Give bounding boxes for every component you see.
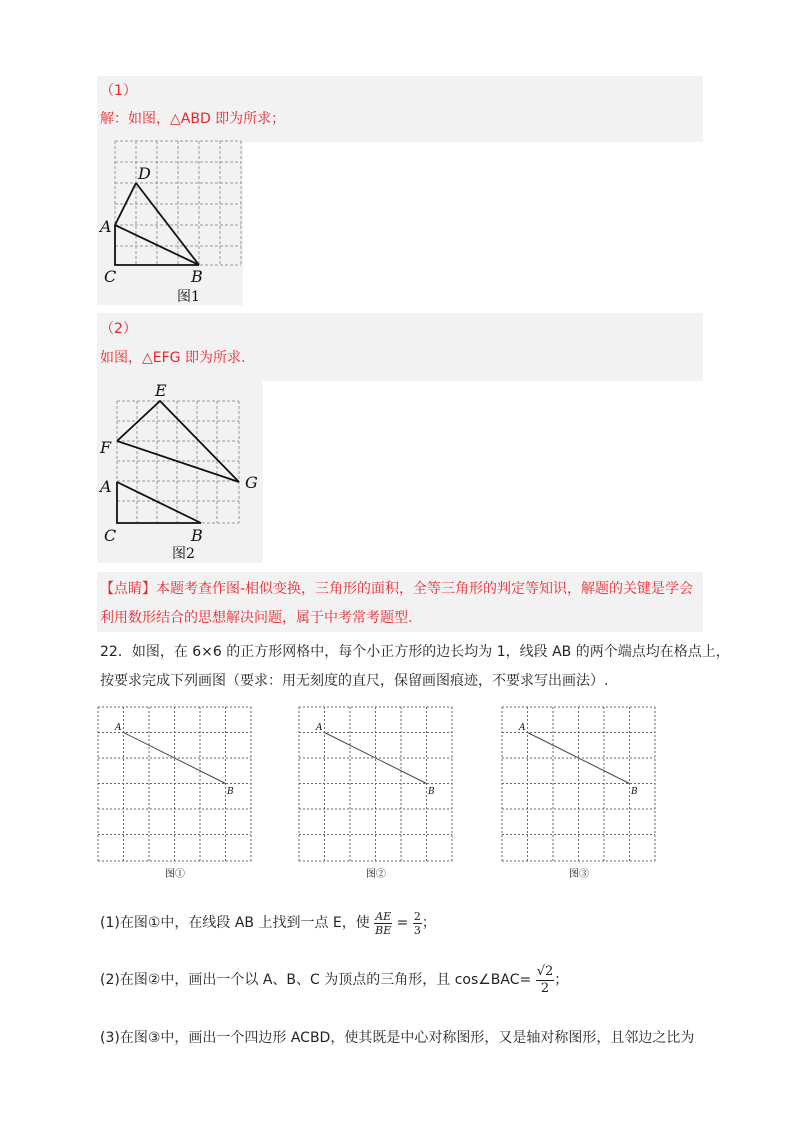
sub1-prefix: (1)在图①中，在线段 AB 上找到一点 E，使 [100, 915, 370, 931]
figure-2 [97, 381, 263, 563]
grid-figure-1 [97, 706, 253, 886]
grid1-caption: 图① [165, 869, 185, 880]
grid3-label-b: B [631, 787, 638, 797]
fig2-label-g: G [245, 473, 258, 492]
fig2-label-a: A [100, 477, 112, 496]
fig2-label-b: B [191, 526, 203, 545]
grid1-label-b: B [227, 787, 234, 797]
sub1-fraction-value: $\frac{2}{3}$ [413, 909, 421, 937]
fig1-label-d: D [138, 164, 151, 183]
part2-label: （2） [100, 321, 137, 337]
figure-1-graph [97, 137, 243, 305]
figure-1 [97, 137, 243, 305]
grid3-label-a: A [519, 723, 526, 733]
sub2-suffix: ； [554, 972, 569, 988]
part1-label: （1） [100, 83, 137, 99]
question-line1 [100, 642, 730, 662]
fig1-label-a: A [100, 217, 112, 236]
figure-2-graph [97, 381, 263, 563]
sub-question-1 [100, 908, 436, 938]
grid1-label-a: A [115, 723, 122, 733]
comment-text-1: 本题考查作图-相似变换，三角形的面积，全等三角形的判定等知识，解题的关键是学会 [156, 581, 694, 597]
question-text-1: 如图，在 6×6 的正方形网格中，每个小正方形的边长均为 1，线段 AB 的两个端点均在格点上， [131, 644, 730, 660]
sub2-fraction-value: $\frac{√2}{2}$ [536, 963, 554, 996]
sub1-fraction-ae-be: $\frac{AE}{BE}$ [375, 909, 392, 937]
sub2-prefix: (2)在图②中，画出一个以 A、B、C 为顶点的三角形，且 cos∠BAC= [100, 972, 532, 988]
fig2-label-f: F [100, 438, 112, 457]
part1-solution: 解：如图，△ABD 即为所求； [100, 111, 286, 127]
grid3-caption: 图③ [569, 869, 589, 880]
part2-solution: 如图，△EFG 即为所求. [100, 350, 246, 366]
grid2-caption: 图② [366, 869, 386, 880]
sub-question-3: (3)在图③中，画出一个四边形 ACBD，使其既是中心对称图形，又是轴对称图形，且邻边之比为 [100, 1030, 695, 1046]
fig1-caption: 图1 [177, 289, 200, 305]
grid-figure-2 [298, 706, 454, 886]
fig1-label-b: B [191, 267, 203, 286]
question-line2: 按要求完成下列画图（要求：用无刻度的直尺，保留画图痕迹，不要求写出画法）. [100, 673, 609, 689]
grid-figure-3 [501, 706, 657, 886]
fig1-label-c: C [104, 267, 117, 286]
fig2-label-c: C [104, 526, 117, 545]
fig2-label-e: E [155, 381, 167, 400]
comment-line1 [100, 578, 693, 598]
sub-question-2 [100, 962, 568, 998]
grid2-label-a: A [316, 723, 323, 733]
sub1-suffix: ； [421, 915, 436, 931]
comment-line2: 利用数形结合的思想解决问题，属于中考常考题型. [100, 610, 413, 626]
fig2-caption: 图2 [172, 546, 195, 562]
question-number: 22． [100, 644, 132, 660]
sub1-equals: = [396, 915, 409, 931]
comment-tag: 【点睛】 [100, 581, 156, 597]
grid2-label-b: B [428, 787, 435, 797]
